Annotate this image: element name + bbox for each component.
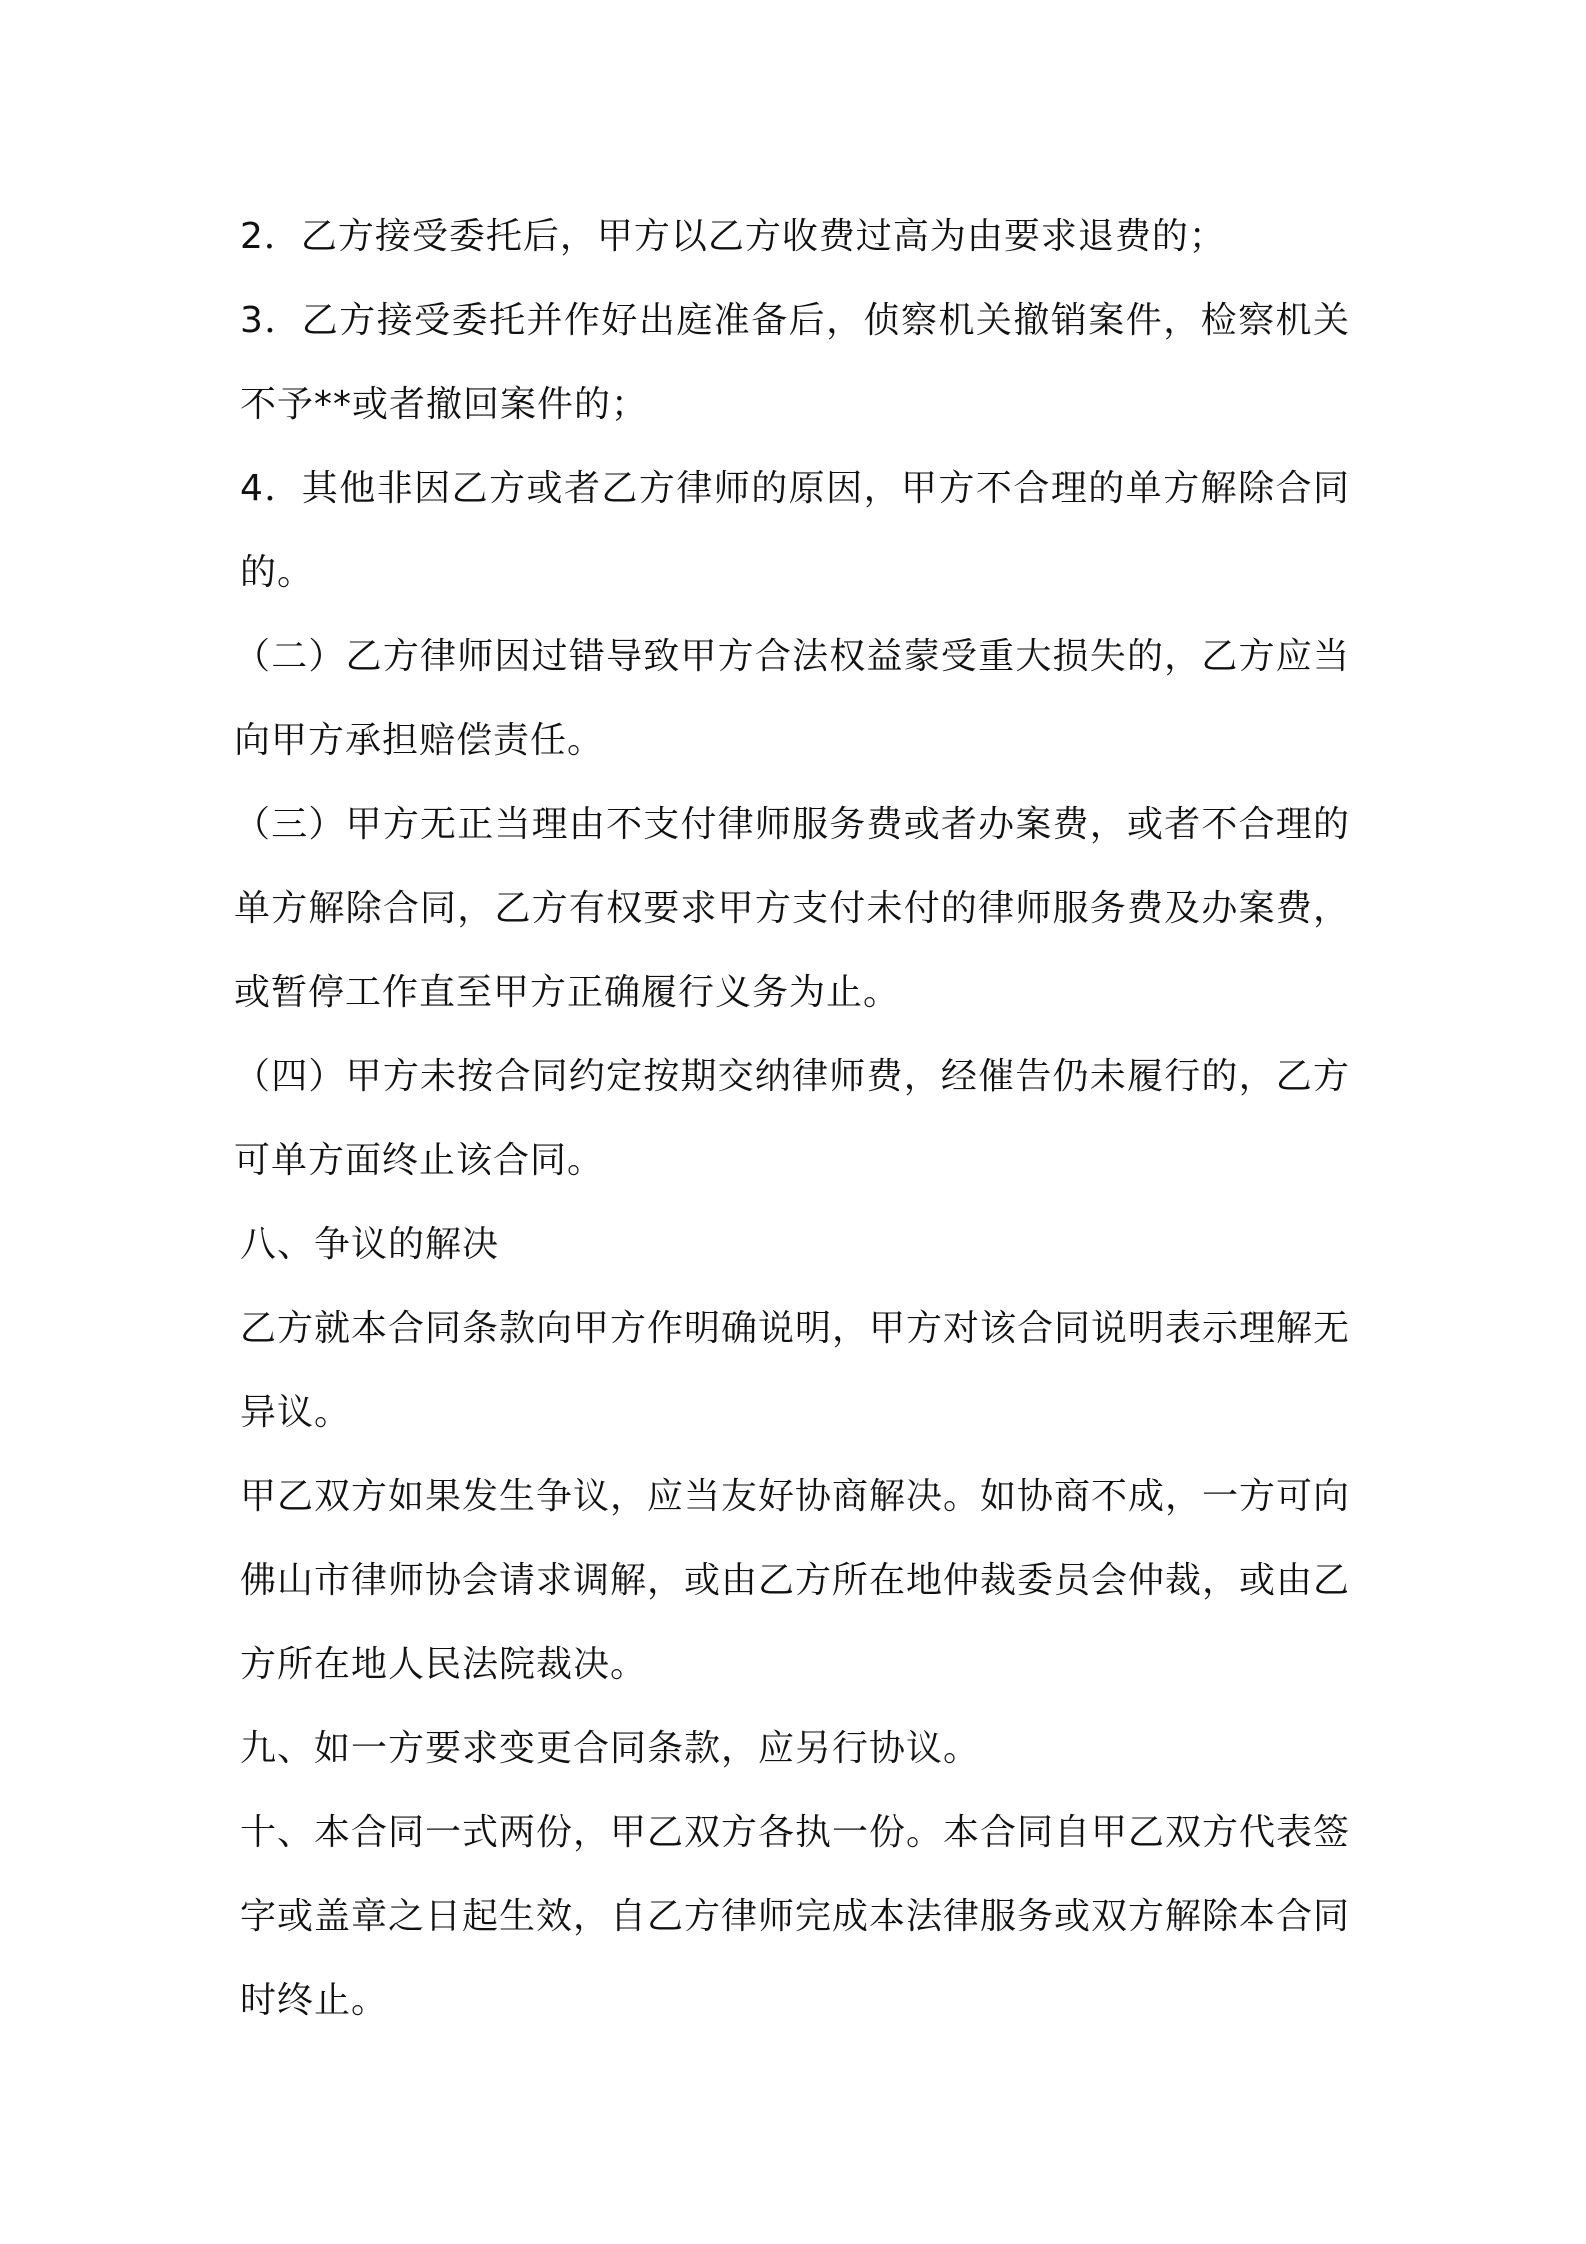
- section-10-effectiveness: 十、本合同一式两份，甲乙双方各执一份。本合同自甲乙双方代表签字或盖章之日起生效，自乙方律师完成本法律服务或双方解除本合同时终止。: [240, 1812, 1351, 2021]
- clause-item-4: 4．其他非因乙方或者乙方律师的原因，甲方不合理的单方解除合同的。: [240, 468, 1350, 593]
- clause-section-3: （三）甲方无正当理由不支付律师服务费或者办案费，或者不合理的单方解除合同，乙方有权要求甲方支付未付的律师服务费及办案费，或暂停工作直至甲方正确履行义务为止。: [234, 804, 1350, 1013]
- clause-section-4: （四）甲方未按合同约定按期交纳律师费，经催告仍未履行的，乙方可单方面终止该合同。: [234, 1056, 1350, 1181]
- dispute-paragraph-2: 甲乙双方如果发生争议，应当友好协商解决。如协商不成，一方可向佛山市律师协会请求调解，或由乙方所在地仲裁委员会仲裁，或由乙方所在地人民法院裁决。: [240, 1476, 1351, 1685]
- document-body: [234, 195, 1351, 2043]
- clause-section-2: （二）乙方律师因过错导致甲方合法权益蒙受重大损失的，乙方应当向甲方承担赔偿责任。: [234, 636, 1350, 761]
- clause-item-3: 3．乙方接受委托并作好出庭准备后，侦察机关撤销案件，检察机关不予**或者撤回案件的；: [240, 300, 1350, 425]
- dispute-paragraph-1: 乙方就本合同条款向甲方作明确说明，甲方对该合同说明表示理解无异议。: [240, 1308, 1351, 1433]
- section-heading-dispute: 八、争议的解决: [240, 1224, 500, 1265]
- section-9-amendment: 九、如一方要求变更合同条款，应另行协议。: [240, 1728, 981, 1769]
- clause-item-2: 2．乙方接受委托后，甲方以乙方收费过高为由要求退费的；: [240, 216, 1226, 257]
